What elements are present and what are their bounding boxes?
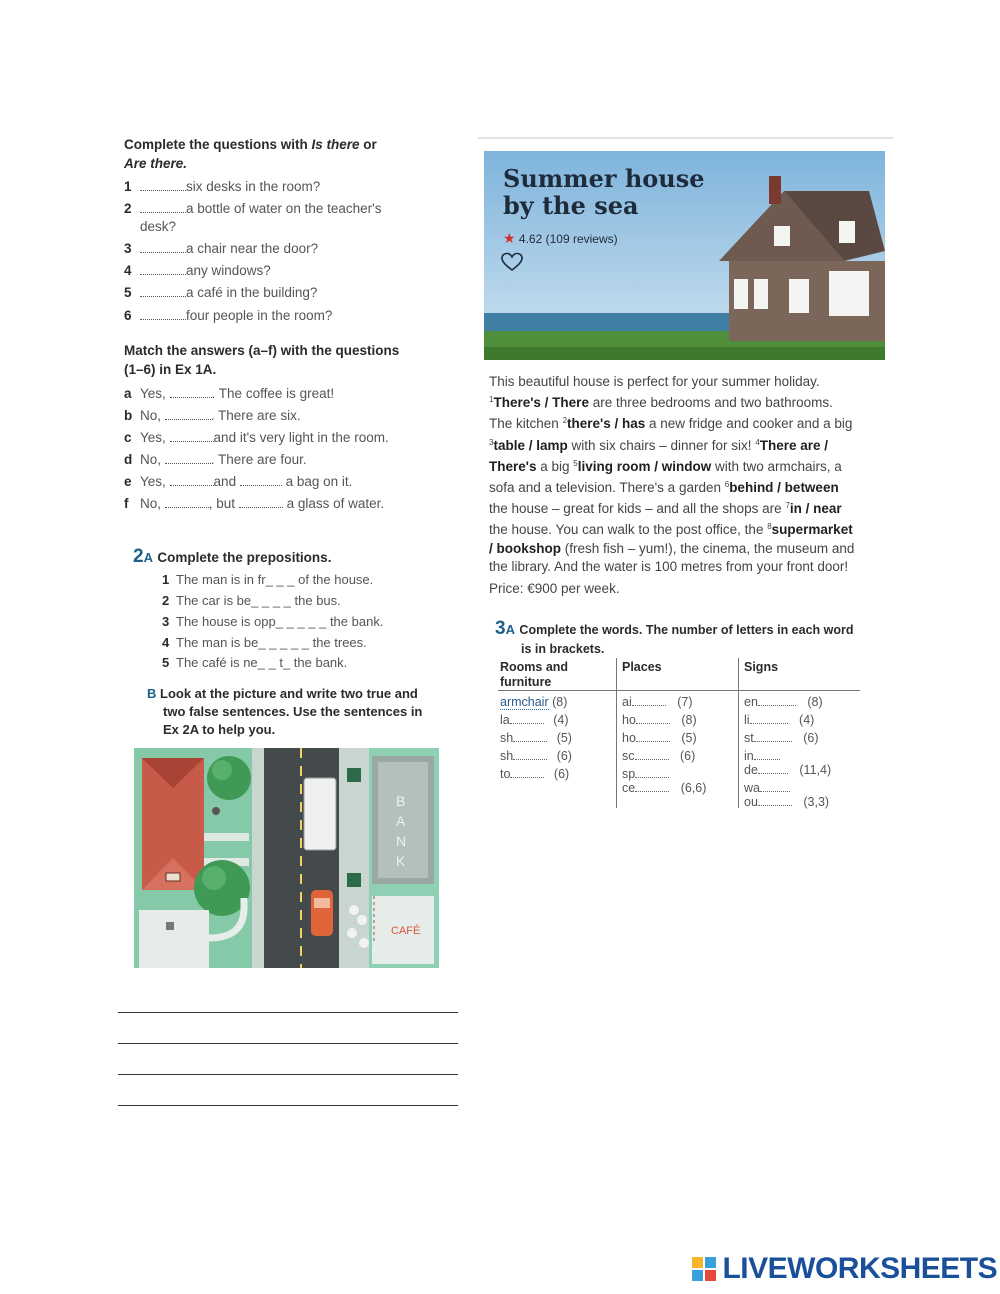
word-item[interactable]: to (6) xyxy=(500,767,570,781)
brand-name: LIVEWORKSHEETS xyxy=(722,1252,998,1285)
ex1a-list xyxy=(124,178,444,338)
answer-blank[interactable] xyxy=(140,242,186,253)
ex2a-heading: 2A Complete the prepositions. xyxy=(133,546,332,567)
word-item[interactable]: wa xyxy=(744,781,790,796)
list-item: d No, . There are four. xyxy=(124,452,307,467)
listing-line: $^3$table / lamp with six chairs – dinner for six! $^4$There are / xyxy=(489,437,829,453)
answer-blank[interactable] xyxy=(140,180,186,191)
list-item: 1 The man is in fr_ _ _ of the house. xyxy=(162,572,374,587)
word-item[interactable]: li (4) xyxy=(744,713,815,727)
answer-blank[interactable] xyxy=(140,264,186,275)
list-item: 3 a chair near the door? xyxy=(124,241,319,256)
liveworksheets-logo xyxy=(692,1252,998,1288)
word-item[interactable]: st (6) xyxy=(744,731,819,745)
writing-line[interactable] xyxy=(118,1105,458,1106)
ex3a-heading: 3A Complete the words. The number of letters in each word is in brackets. xyxy=(495,618,854,656)
bank-sign-letter: A xyxy=(396,813,406,829)
word-item[interactable]: en (8) xyxy=(744,695,823,709)
word-item[interactable]: ho (5) xyxy=(622,731,697,745)
listing-line: The kitchen $^2$there's / has a new fridge and cooker and a big xyxy=(489,416,853,432)
heart-icon[interactable] xyxy=(501,252,523,272)
list-item: 1 six desks in the room? xyxy=(124,179,321,194)
listing-line: $^1$There's / There are three bedrooms and two bathrooms. xyxy=(489,395,833,411)
answer-blank[interactable] xyxy=(140,309,186,320)
listing-line: This beautiful house is perfect for your summer holiday. xyxy=(489,374,820,389)
logo-icon xyxy=(692,1257,716,1281)
listing-line: the house. You can walk to the post office, the $^8$supermarket xyxy=(489,522,853,538)
list-item: 4 The man is be_ _ _ _ _ the trees. xyxy=(162,635,367,650)
ex1a-heading: Complete the questions with Is there or Are there. xyxy=(124,137,377,171)
ex3a-table xyxy=(498,658,860,808)
list-item: 2 a bottle of water on the teacher's xyxy=(124,201,382,216)
list-item: 3 The house is opp_ _ _ _ _ the bank. xyxy=(162,614,384,629)
word-item[interactable]: sh (5) xyxy=(500,731,572,745)
listing-price: Price: €900 per week. xyxy=(489,581,620,597)
ex2a-list xyxy=(162,571,452,676)
column-places: Places ai (7) ho (8) ho (5) sc (6) sp ce (6,6) xyxy=(622,660,707,795)
list-item: b No, . There are six. xyxy=(124,408,301,423)
list-item: 2 The car is be_ _ _ _ the bus. xyxy=(162,593,341,608)
bank-sign-letter: N xyxy=(396,833,407,849)
ex2b-heading: B Look at the picture and write two true and two false sentences. Use the sentences in Ex 2A to help you. xyxy=(147,686,423,737)
listing-line: There's a big $^5$living room / window with two armchairs, a xyxy=(489,458,842,474)
ex1b-list xyxy=(124,385,444,520)
list-item: 6 four people in the room? xyxy=(124,308,333,323)
list-item: 4 any windows? xyxy=(124,263,271,278)
writing-line[interactable] xyxy=(118,1012,458,1013)
answer-blank[interactable] xyxy=(140,286,186,297)
listing-description xyxy=(489,373,889,598)
table-header-rule xyxy=(498,690,860,691)
list-item: 5 The café is ne_ _ t_ the bank. xyxy=(162,655,348,670)
ex1b-heading: Match the answers (a–f) with the questions (1–6) in Ex 1A. xyxy=(124,343,400,377)
word-item[interactable]: la (4) xyxy=(500,713,569,727)
list-item: desk? xyxy=(140,219,177,234)
table-col-divider xyxy=(738,658,739,808)
cafe-sign: CAFÉ xyxy=(391,925,421,937)
writing-line[interactable] xyxy=(118,1074,458,1075)
answer-blank[interactable] xyxy=(170,475,214,486)
word-item[interactable]: ou (3,3) xyxy=(744,795,830,809)
listing-rating: ★ 4.62 (109 reviews) xyxy=(503,230,618,246)
star-icon: ★ xyxy=(503,230,516,246)
listing-line: the library. And the water is 100 metres from your front door! xyxy=(489,558,849,574)
word-item[interactable]: ai (7) xyxy=(622,695,693,709)
answer-blank[interactable] xyxy=(239,497,283,508)
listing-photo xyxy=(484,151,885,360)
answer-blank[interactable] xyxy=(165,409,211,420)
word-item[interactable]: armchair (8) xyxy=(500,695,568,709)
column-rooms: Rooms and furniture armchair (8) la (4) sh (5) sh (6) to (6) xyxy=(500,660,572,781)
answer-blank[interactable] xyxy=(140,202,186,213)
writing-line[interactable] xyxy=(118,1043,458,1044)
street-map-svg xyxy=(134,748,439,968)
list-item: a Yes, . The coffee is great! xyxy=(124,386,335,401)
list-item: e Yes, and a bag on it. xyxy=(124,474,353,489)
bank-sign-letter: B xyxy=(396,793,406,809)
street-map-illustration xyxy=(134,748,439,968)
answer-blank[interactable] xyxy=(170,431,214,442)
listing-title: Summer house by the sea xyxy=(503,164,705,220)
word-item[interactable]: ce (6,6) xyxy=(622,781,707,795)
bank-sign-letter: K xyxy=(396,853,406,869)
column-signs: Signs en (8) li (4) st (6) in de (11,4) wa ou (3,3) xyxy=(744,660,832,809)
answer-blank[interactable] xyxy=(240,475,282,486)
top-divider xyxy=(478,137,893,139)
word-item[interactable]: ho (8) xyxy=(622,713,697,727)
answer-blank[interactable] xyxy=(170,387,212,398)
word-item[interactable]: sh (6) xyxy=(500,749,572,763)
answer-blank[interactable] xyxy=(165,497,209,508)
answer-blank[interactable] xyxy=(165,453,211,464)
listing-line: sofa and a television. There's a garden $^6$behind / between xyxy=(489,480,839,496)
list-item: f No, , but a glass of water. xyxy=(124,496,385,511)
word-item[interactable]: sc (6) xyxy=(622,749,696,763)
word-item[interactable]: in xyxy=(744,749,780,764)
list-item: c Yes, and it's very light in the room. xyxy=(124,430,389,445)
listing-line: the house – great for kids – and all the shops are $^7$in / near xyxy=(489,501,842,517)
word-item[interactable]: de (11,4) xyxy=(744,763,832,777)
word-item[interactable]: sp xyxy=(622,767,669,782)
table-col-divider xyxy=(616,658,617,808)
list-item: 5 a café in the building? xyxy=(124,285,318,300)
listing-line: / bookshop (fresh fish – yum!), the cinema, the museum and xyxy=(489,540,855,556)
